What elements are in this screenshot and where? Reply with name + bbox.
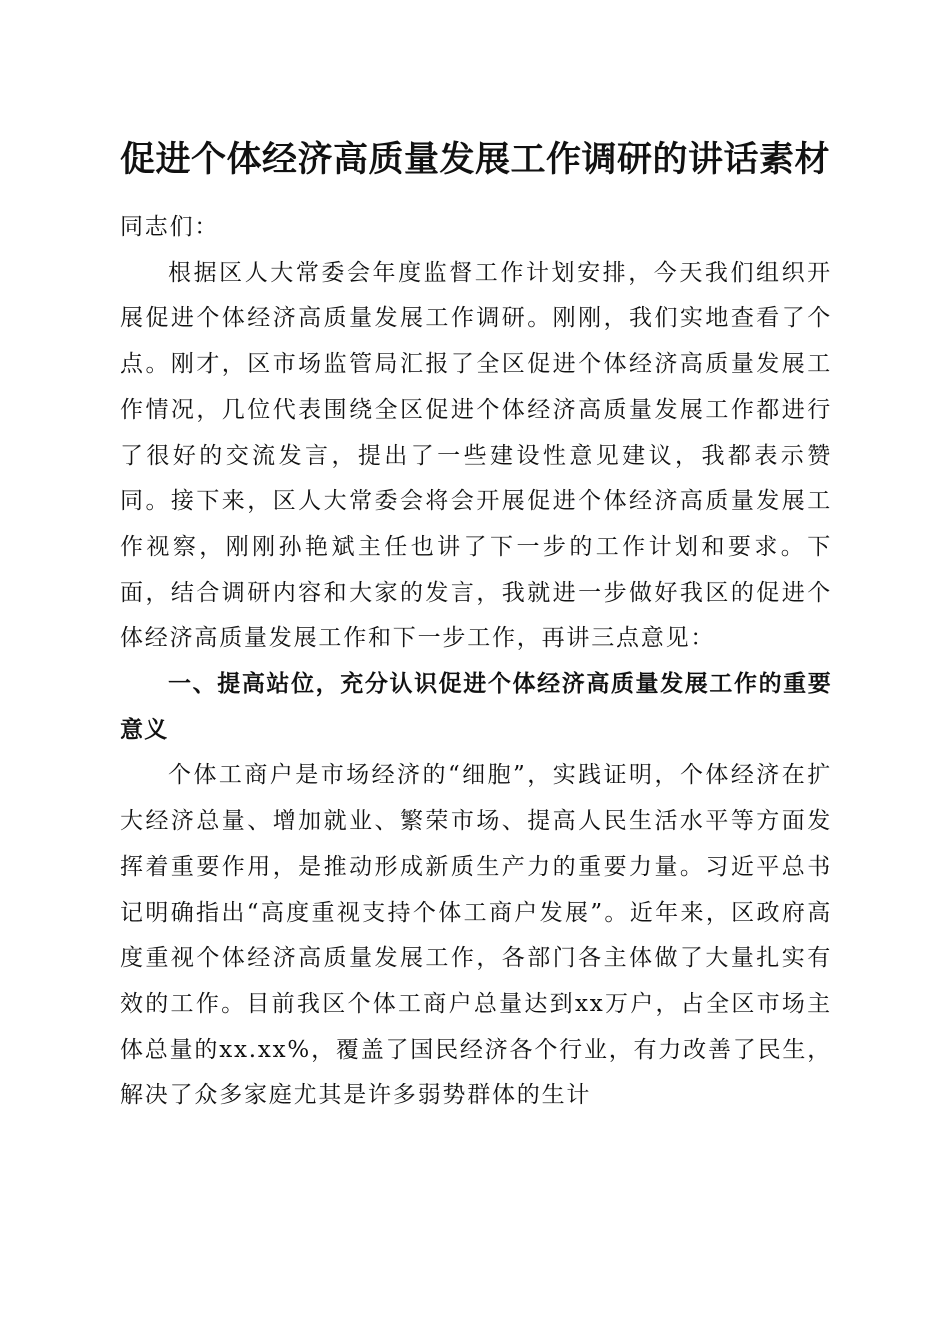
document-title: 促进个体经济高质量发展工作调研的讲话素材 [119, 139, 830, 180]
section-heading-1: 一、提高站位，充分认识促进个体经济高质量发展工作的重要意义 [120, 671, 832, 743]
paragraph-intro: 根据区人大常委会年度监督工作计划安排，今天我们组织开展促进个体经济高质量发展工作调研。刚刚，我们实地查看了个点。刚才，区市场监管局汇报了全区促进个体经济高质量发展工作情况，几位代表围绕全区促进个体经济高质量发展工作都进行了很好的交流发言，提出了一些建设性意见建议，我都表示赞同。接下来，区人大常委会将会开展促进个体经济高质量发展工作视察，刚刚孙艳斌主任也讲了下一步的工作计划和要求。下面，结合调研内容和大家的发言，我就进一步做好我区的促进个体经济高质量发展工作和下一步工作，再讲三点意见： [120, 259, 832, 652]
paragraph-section-1: 个体工商户是市场经济的“细胞”，实践证明，个体经济在扩大经济总量、增加就业、繁荣市场、提高人民生活水平等方面发挥着重要作用，是推动形成新质生产力的重要力量。习近平总书记明确指出“高度重视支持个体工商户发展”。近年来，区政府高度重视个体经济高质量发展工作，各部门各主体做了大量扎实有效的工作。目前我区个体工商户总量达到xx万户，占全区市场主体总量的xx.xx%，覆盖了国民经济各个行业，有力改善了民生，解决了众多家庭尤其是许多弱势群体的生计 [120, 762, 832, 1109]
salutation: 同志们： [120, 214, 220, 240]
document-body [120, 205, 832, 1119]
